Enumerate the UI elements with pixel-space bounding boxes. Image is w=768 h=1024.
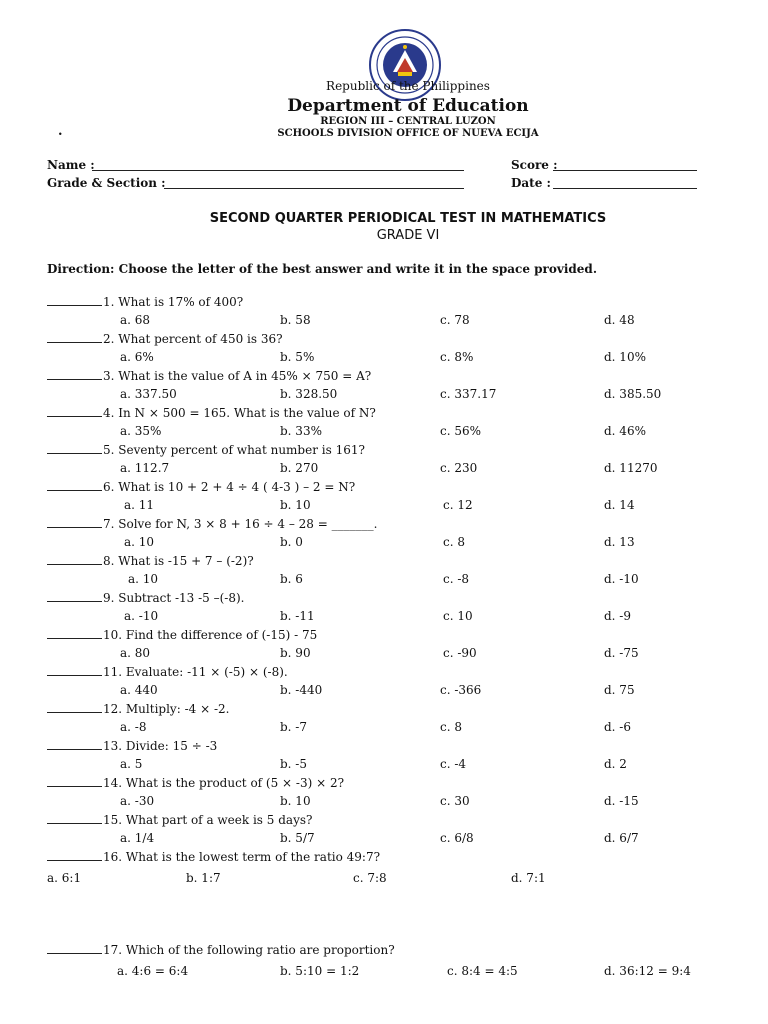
question-text: 9. Subtract -13 -5 –(-8). — [103, 591, 245, 605]
option-c: c. 230 — [440, 461, 478, 475]
option-b: b. 58 — [280, 313, 311, 327]
answer-blank[interactable] — [47, 415, 102, 417]
question-6 — [47, 480, 355, 494]
name-field[interactable] — [92, 170, 464, 171]
option-c: c. 78 — [440, 313, 470, 327]
question-15 — [47, 813, 312, 827]
question-5 — [47, 443, 365, 457]
option-a: a. 440 — [120, 683, 158, 697]
option-a: a. 10 — [124, 535, 155, 549]
test-title: SECOND QUARTER PERIODICAL TEST IN MATHEMATICS — [209, 211, 607, 226]
grade-section-field[interactable] — [164, 188, 464, 189]
option-d: d. 385.50 — [604, 387, 662, 401]
question-text: 11. Evaluate: -11 × (-5) × (-8). — [103, 665, 288, 679]
answer-blank[interactable] — [47, 822, 102, 824]
option-d: d. 13 — [604, 535, 635, 549]
question-13 — [47, 739, 217, 753]
option-b: b. 270 — [280, 461, 319, 475]
date-field[interactable] — [553, 188, 697, 189]
answer-blank[interactable] — [47, 452, 102, 454]
question-text: 16. What is the lowest term of the ratio 49:7? — [103, 850, 381, 864]
option-a: a. 68 — [120, 313, 151, 327]
option-b: b. 328.50 — [280, 387, 338, 401]
option-b: b. 10 — [280, 498, 311, 512]
option-c: c. 337.17 — [440, 387, 497, 401]
option-d: d. -10 — [604, 572, 639, 586]
answer-blank[interactable] — [47, 637, 102, 639]
option-c: c. 10 — [443, 609, 473, 623]
answer-blank[interactable] — [47, 952, 102, 954]
option-a: a. 6% — [120, 350, 154, 364]
question-text: 14. What is the product of (5 × -3) × 2? — [103, 776, 345, 790]
option-a: a. 80 — [120, 646, 151, 660]
question-text: 8. What is -15 + 7 – (-2)? — [103, 554, 254, 568]
question-9 — [47, 591, 244, 605]
answer-blank[interactable] — [47, 489, 102, 491]
region-label: REGION III – CENTRAL LUZON — [320, 116, 496, 127]
option-c: c. -90 — [443, 646, 477, 660]
option-c: c. 56% — [440, 424, 482, 438]
option-d: d. 36:12 = 9:4 — [604, 964, 691, 978]
option-c: c. 8 — [443, 535, 465, 549]
option-c: c. -4 — [440, 757, 467, 771]
question-8 — [47, 554, 254, 568]
option-b: b. 1:7 — [186, 871, 221, 885]
option-d: d. 75 — [604, 683, 635, 697]
option-d: d. 11270 — [604, 461, 658, 475]
option-b: b. 33% — [280, 424, 322, 438]
option-d: d. 14 — [604, 498, 635, 512]
option-b: b. 10 — [280, 794, 311, 808]
option-b: b. 0 — [280, 535, 303, 549]
question-text: 17. Which of the following ratio are proportion? — [103, 943, 395, 957]
option-b: b. -440 — [280, 683, 323, 697]
option-d: d. 48 — [604, 313, 635, 327]
option-d: d. 6/7 — [604, 831, 639, 845]
question-3 — [47, 369, 371, 383]
question-text: 3. What is the value of A in 45% × 750 = A? — [103, 369, 372, 383]
question-1 — [47, 295, 243, 309]
option-a: a. 112.7 — [120, 461, 170, 475]
option-b: b. -11 — [280, 609, 315, 623]
option-d: d. -9 — [604, 609, 631, 623]
answer-blank[interactable] — [47, 341, 102, 343]
option-a: a. 11 — [124, 498, 155, 512]
question-4 — [47, 406, 376, 420]
option-a: a. -8 — [120, 720, 147, 734]
answer-blank[interactable] — [47, 600, 102, 602]
question-14 — [47, 776, 344, 790]
option-c: c. 8% — [440, 350, 474, 364]
question-10 — [47, 628, 317, 642]
answer-blank[interactable] — [47, 674, 102, 676]
question-text: 7. Solve for N, 3 × 8 + 16 ÷ 4 – 28 = _______. — [103, 517, 378, 531]
question-text: 13. Divide: 15 ÷ -3 — [103, 739, 218, 753]
option-c: c. 6/8 — [440, 831, 474, 845]
option-d: d. -75 — [604, 646, 639, 660]
score-label: Score : — [511, 158, 558, 172]
option-b: b. -5 — [280, 757, 307, 771]
answer-blank[interactable] — [47, 748, 102, 750]
question-text: 10. Find the difference of (-15) - 75 — [103, 628, 318, 642]
option-b: b. 90 — [280, 646, 311, 660]
name-label: Name : — [47, 158, 95, 172]
answer-blank[interactable] — [47, 859, 102, 861]
option-d: d. 10% — [604, 350, 646, 364]
question-17 — [47, 943, 395, 957]
question-text: 6. What is 10 + 2 + 4 ÷ 4 ( 4-3 ) – 2 = N? — [103, 480, 356, 494]
option-c: c. -8 — [443, 572, 470, 586]
republic-label: Republic of the Philippines — [326, 79, 490, 93]
answer-blank[interactable] — [47, 711, 102, 713]
option-c: c. 8 — [440, 720, 462, 734]
grade-label: GRADE VI — [376, 228, 440, 243]
date-label: Date : — [511, 176, 551, 190]
direction-text: Direction: Choose the letter of the best answer and write it in the space provided. — [47, 262, 597, 276]
question-12 — [47, 702, 229, 716]
answer-blank[interactable] — [47, 563, 102, 565]
question-text: 15. What part of a week is 5 days? — [103, 813, 313, 827]
option-a: a. -30 — [120, 794, 155, 808]
question-11 — [47, 665, 288, 679]
option-a: a. -10 — [124, 609, 159, 623]
division-label: SCHOOLS DIVISION OFFICE OF NUEVA ECIJA — [277, 128, 539, 139]
option-b: b. 5% — [280, 350, 315, 364]
option-d: d. -6 — [604, 720, 631, 734]
option-c: c. 30 — [440, 794, 470, 808]
question-16 — [47, 850, 380, 864]
option-a: a. 4:6 = 6:4 — [117, 964, 189, 978]
question-text: 5. Seventy percent of what number is 161? — [103, 443, 365, 457]
answer-blank[interactable] — [47, 526, 102, 528]
question-text: 12. Multiply: -4 × -2. — [103, 702, 230, 716]
question-text: 1. What is 17% of 400? — [103, 295, 244, 309]
department-title: Department of Education — [287, 96, 529, 116]
answer-blank[interactable] — [47, 785, 102, 787]
option-d: d. 46% — [604, 424, 646, 438]
option-b: b. 5/7 — [280, 831, 315, 845]
question-text: 4. In N × 500 = 165. What is the value of N? — [103, 406, 376, 420]
option-b: b. -7 — [280, 720, 307, 734]
question-2 — [47, 332, 283, 346]
option-a: a. 6:1 — [47, 871, 82, 885]
grade-section-label: Grade & Section : — [47, 176, 166, 190]
option-c: c. -366 — [440, 683, 482, 697]
option-c: c. 12 — [443, 498, 473, 512]
option-a: a. 35% — [120, 424, 162, 438]
option-b: b. 6 — [280, 572, 303, 586]
option-a: a. 337.50 — [120, 387, 177, 401]
option-b: b. 5:10 = 1:2 — [280, 964, 360, 978]
answer-blank[interactable] — [47, 378, 102, 380]
option-d: d. -15 — [604, 794, 639, 808]
stray-dot: . — [58, 124, 63, 139]
option-a: a. 5 — [120, 757, 143, 771]
score-field[interactable] — [553, 170, 697, 171]
option-a: a. 10 — [128, 572, 159, 586]
option-c: c. 7:8 — [353, 871, 387, 885]
option-a: a. 1/4 — [120, 831, 155, 845]
option-c: c. 8:4 = 4:5 — [447, 964, 518, 978]
question-7 — [47, 517, 377, 531]
answer-blank[interactable] — [47, 304, 102, 306]
option-d: d. 7:1 — [511, 871, 546, 885]
question-text: 2. What percent of 450 is 36? — [103, 332, 283, 346]
option-d: d. 2 — [604, 757, 627, 771]
